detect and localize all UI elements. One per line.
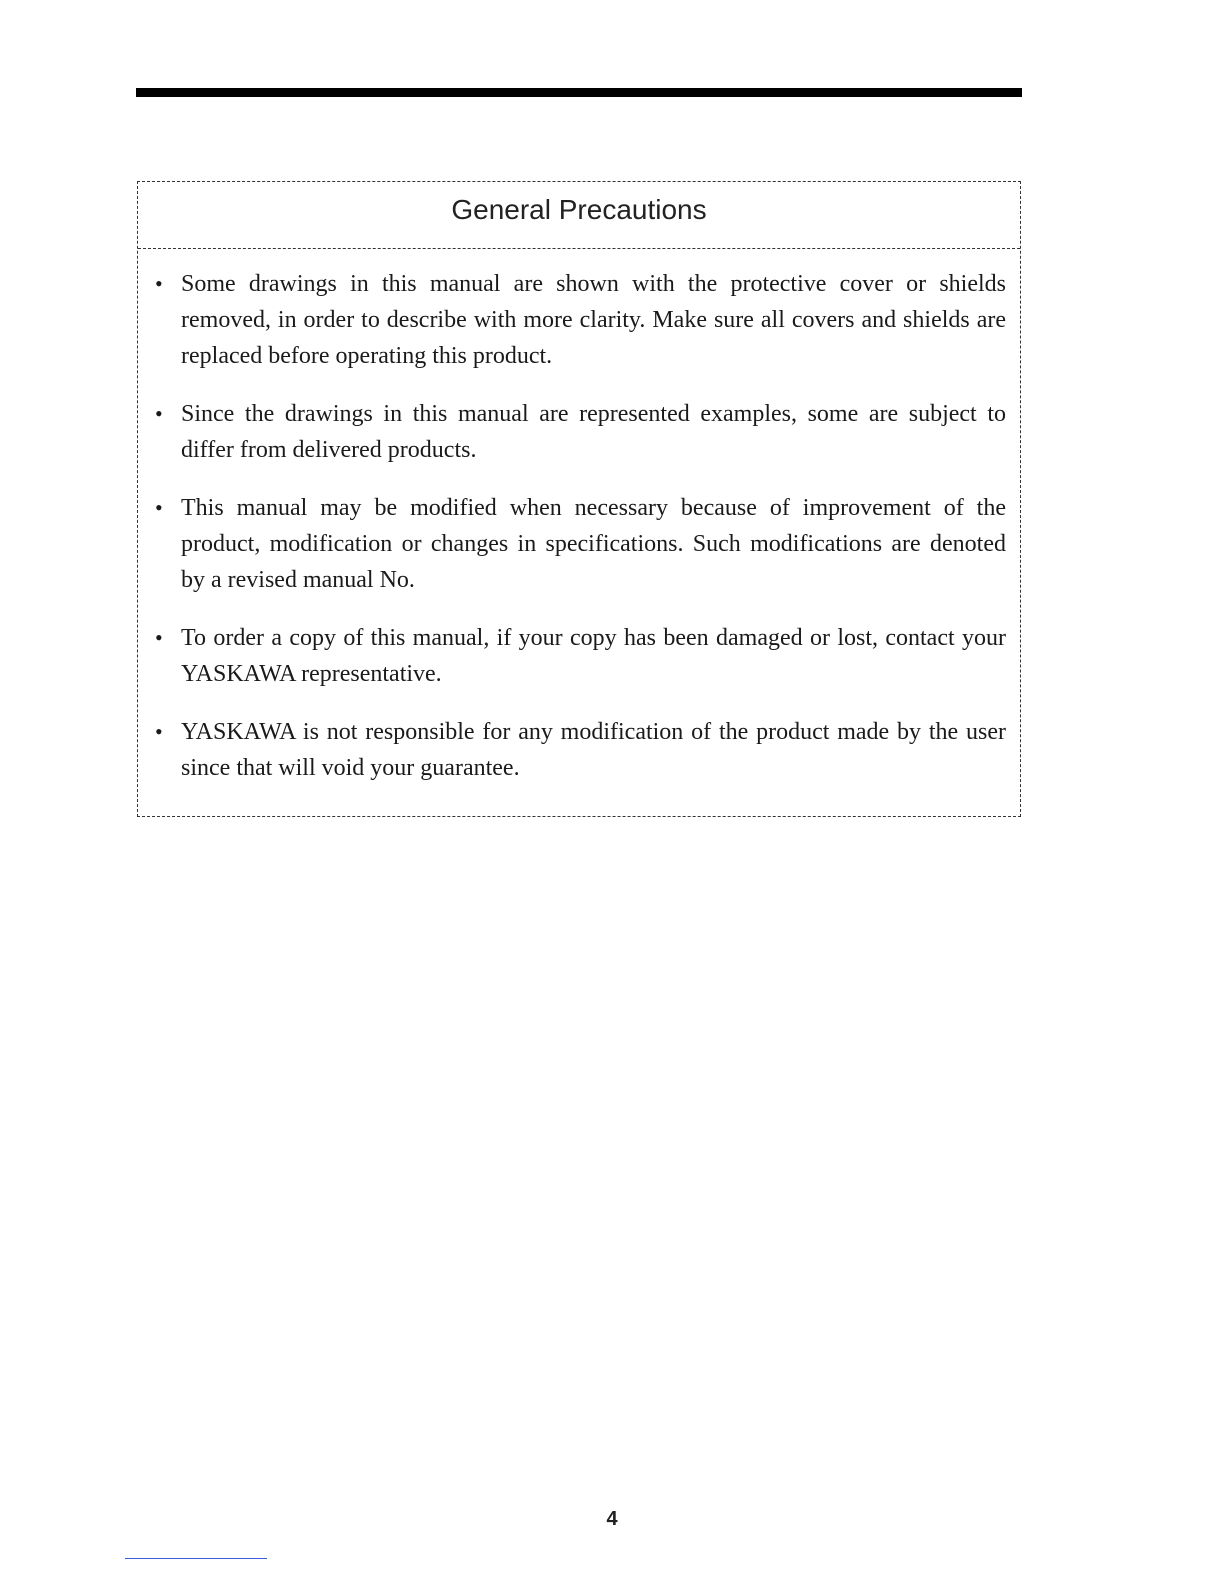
- precaution-text: To order a copy of this manual, if your copy has been damaged or lost, contact your YASKAWA representative.: [181, 625, 1006, 687]
- header-rule: [136, 88, 1022, 97]
- bullet-icon: •: [155, 401, 163, 426]
- precaution-text: This manual may be modified when necessary because of improvement of the product, modification or changes in specifications. Such modifications are denoted by a revised manual No.: [181, 495, 1006, 593]
- bullet-icon: •: [155, 271, 163, 296]
- precautions-list: [138, 266, 1020, 808]
- precaution-item: [138, 620, 1020, 692]
- precaution-text: YASKAWA is not responsible for any modification of the product made by the user since that will void your guarantee.: [181, 719, 1006, 781]
- precaution-item: [138, 714, 1020, 786]
- bullet-icon: •: [155, 625, 163, 650]
- precaution-text: Some drawings in this manual are shown with the protective cover or shields removed, in order to describe with more clarity. Make sure all covers and shields are replaced before operating this product.: [181, 271, 1006, 369]
- bullet-icon: •: [155, 719, 163, 744]
- bullet-icon: •: [155, 495, 163, 520]
- precaution-item: [138, 396, 1020, 468]
- general-precautions-box: [137, 181, 1021, 817]
- precaution-item: [138, 490, 1020, 598]
- page-number: 4: [606, 1508, 618, 1530]
- precautions-title: General Precautions: [451, 194, 707, 225]
- precautions-header: [138, 182, 1020, 249]
- precaution-text: Since the drawings in this manual are represented examples, some are subject to differ from delivered products.: [181, 401, 1006, 463]
- precaution-item: [138, 266, 1020, 374]
- footer-link-underline: [125, 1558, 267, 1559]
